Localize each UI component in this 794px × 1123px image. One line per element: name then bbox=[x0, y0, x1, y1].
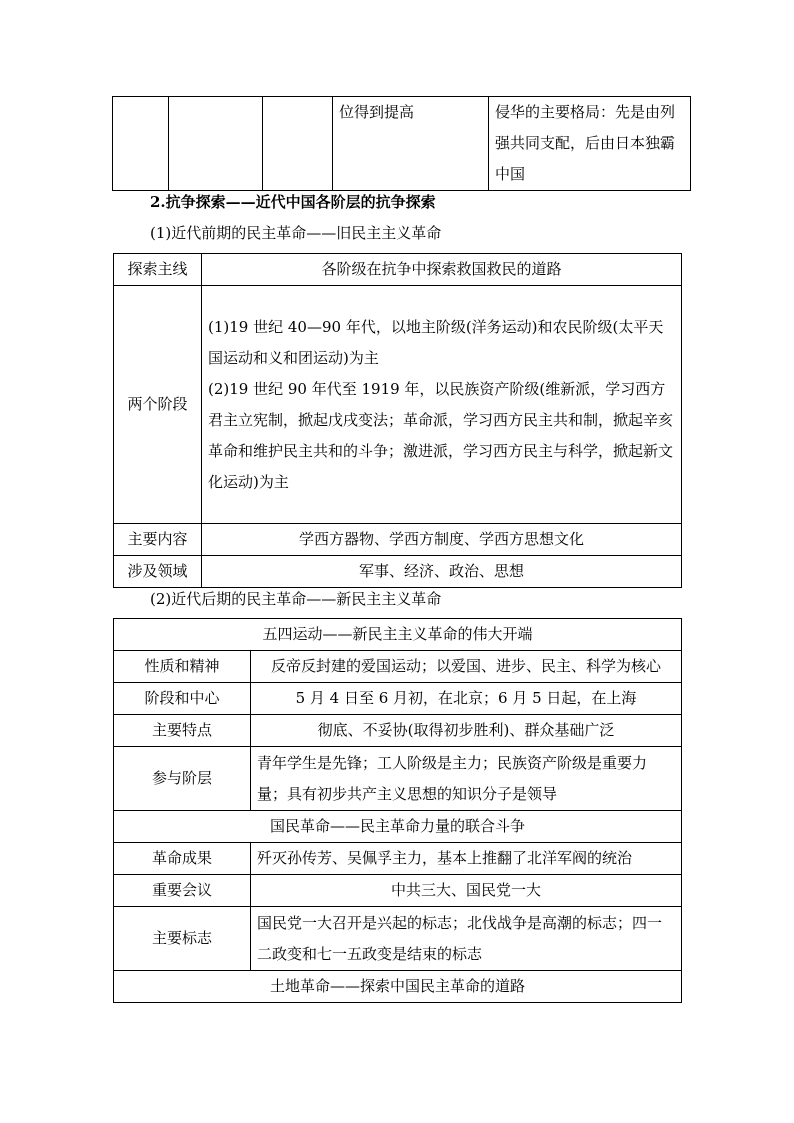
row-label: 主要特点 bbox=[114, 715, 251, 747]
row-label: 阶段和中心 bbox=[114, 683, 251, 715]
subsection-title-1: (1)近代前期的民主革命——旧民主主义革命 bbox=[150, 224, 442, 242]
row-label: 涉及领域 bbox=[114, 556, 202, 588]
row-label: 主要内容 bbox=[114, 524, 202, 556]
continued-table bbox=[112, 96, 691, 191]
stage-2-text: (2)19 世纪 90 年代至 1919 年，以民族资产阶级(维新派，学习西方君主立宪制，掀起戊戌变法；革命派，学习西方民主共和制，掀起辛亥革命和维护民主共和的斗争；激进派，学习西方民主与科学，掀起新文化运动)为主 bbox=[208, 379, 674, 491]
row-content: 5 月 4 日至 6 月初，在北京；6 月 5 日起，在上海 bbox=[251, 683, 682, 715]
empty-cell bbox=[169, 97, 263, 191]
table-row bbox=[114, 875, 682, 907]
section-header: 土地革命——探索中国民主革命的道路 bbox=[114, 971, 682, 1003]
table-row bbox=[114, 651, 682, 683]
table-row bbox=[114, 286, 682, 524]
row-content bbox=[202, 286, 682, 524]
table-row bbox=[114, 843, 682, 875]
row-label: 革命成果 bbox=[114, 843, 251, 875]
table-header-row bbox=[114, 619, 682, 651]
row-content: 军事、经济、政治、思想 bbox=[202, 556, 682, 588]
table-header-row bbox=[114, 971, 682, 1003]
table-row bbox=[114, 747, 682, 811]
section-title: 2.抗争探索——近代中国各阶层的抗争探索 bbox=[150, 193, 436, 211]
stage-1-text: (1)19 世纪 40—90 年代，以地主阶级(洋务运动)和农民阶级(太平天国运动和义和团运动)为主 bbox=[208, 317, 664, 367]
row-label: 重要会议 bbox=[114, 875, 251, 907]
row-content: 歼灭孙传芳、吴佩孚主力，基本上推翻了北洋军阀的统治 bbox=[251, 843, 682, 875]
cell-text: 位得到提高 bbox=[339, 103, 415, 121]
table-row bbox=[114, 715, 682, 747]
cell-text: 侵华的主要格局：先是由列强共同支配，后由日本独霸中国 bbox=[495, 103, 676, 183]
old-democratic-revolution-table bbox=[113, 253, 682, 588]
row-content: 学西方器物、学西方制度、学西方思想文化 bbox=[202, 524, 682, 556]
section-header: 国民革命——民主革命力量的联合斗争 bbox=[114, 811, 682, 843]
table-row bbox=[114, 254, 682, 286]
row-label: 探索主线 bbox=[114, 254, 202, 286]
row-content: 各阶级在抗争中探索救国救民的道路 bbox=[202, 254, 682, 286]
table-header-row bbox=[114, 811, 682, 843]
empty-cell bbox=[113, 97, 169, 191]
table-row bbox=[114, 556, 682, 588]
subsection-title-2: (2)近代后期的民主革命——新民主主义革命 bbox=[150, 590, 442, 608]
row-label: 两个阶段 bbox=[114, 286, 202, 524]
table-row bbox=[114, 683, 682, 715]
row-content: 反帝反封建的爱国运动；以爱国、进步、民主、科学为核心 bbox=[251, 651, 682, 683]
new-democratic-revolution-table bbox=[113, 618, 682, 1003]
table-row bbox=[114, 524, 682, 556]
table-cell bbox=[489, 97, 691, 191]
row-content: 彻底、不妥协(取得初步胜利)、群众基础广泛 bbox=[251, 715, 682, 747]
row-content: 青年学生是先锋；工人阶级是主力；民族资产阶级是重要力量；具有初步共产主义思想的知识分子是领导 bbox=[251, 747, 682, 811]
section-header: 五四运动——新民主主义革命的伟大开端 bbox=[114, 619, 682, 651]
row-label: 参与阶层 bbox=[114, 747, 251, 811]
empty-cell bbox=[263, 97, 333, 191]
row-label: 主要标志 bbox=[114, 907, 251, 971]
row-content: 国民党一大召开是兴起的标志；北伐战争是高潮的标志；四一二政变和七一五政变是结束的标志 bbox=[251, 907, 682, 971]
table-cell bbox=[333, 97, 489, 191]
row-label: 性质和精神 bbox=[114, 651, 251, 683]
table-row bbox=[114, 907, 682, 971]
row-content: 中共三大、国民党一大 bbox=[251, 875, 682, 907]
